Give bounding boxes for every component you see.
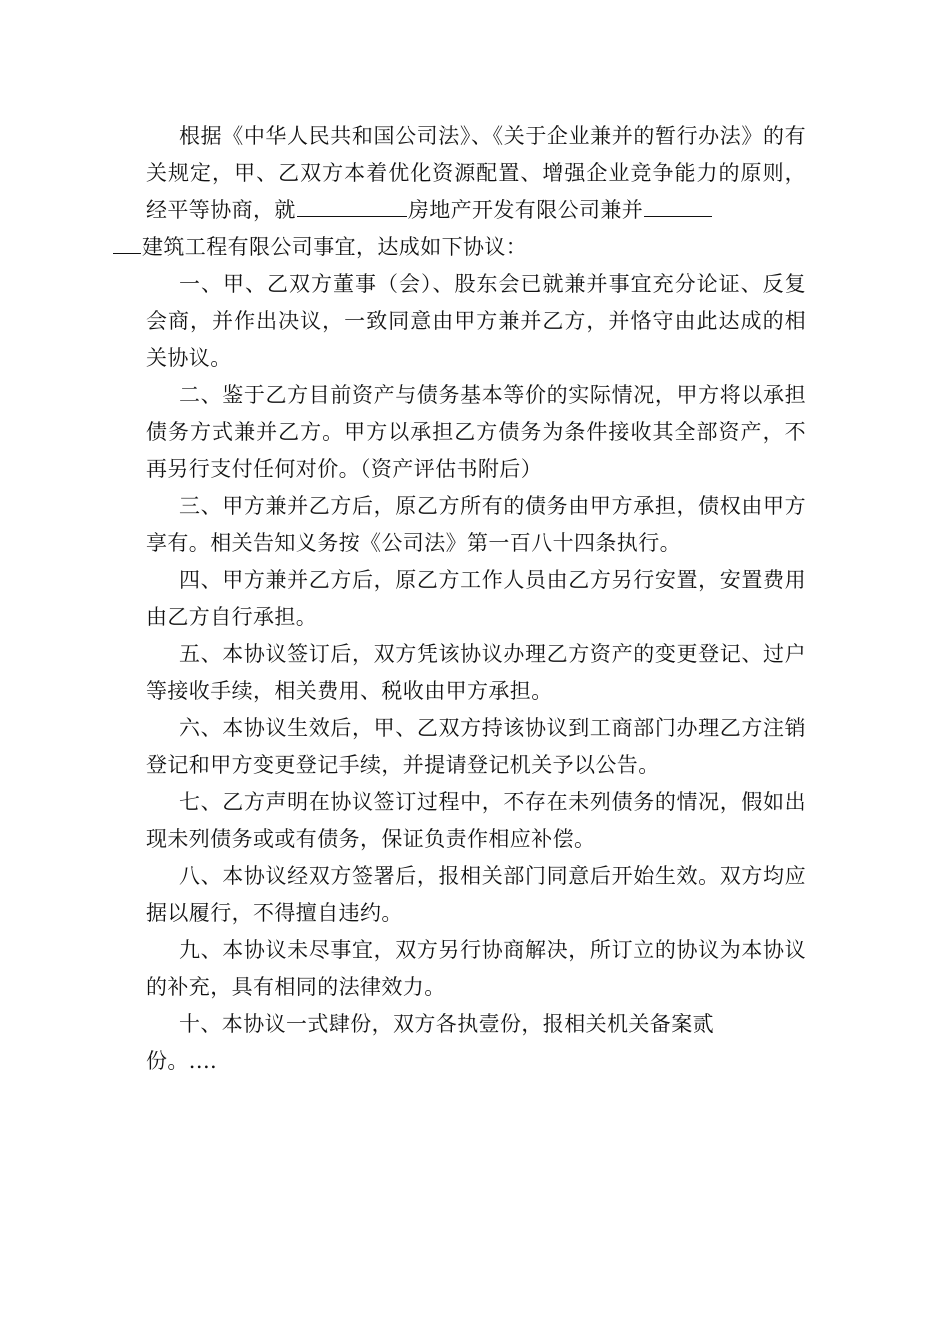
clause-2: 二、鉴于乙方目前资产与债务基本等价的实际情况，甲方将以承担债务方式兼并乙方。甲方以承担乙方债务为条件接收其全部资产，不再另行支付任何对价。（资产评估书附后）: [146, 383, 806, 481]
construction-company-blank-1[interactable]: [644, 194, 712, 217]
agreement-document: [142, 118, 806, 1080]
real-estate-company-blank[interactable]: [297, 194, 407, 217]
intro-text-2: 房地产开发有限公司兼并: [407, 198, 644, 222]
intro-text-3: 建筑工程有限公司事宜，达成如下协议：: [142, 235, 528, 259]
clause-10-line-1: 十、本协议一式肆份，双方各执壹份，报相关机关备案贰: [179, 1012, 714, 1036]
clause-8: 八、本协议经双方签署后，报相关部门同意后开始生效。双方均应据以履行，不得擅自违约。: [146, 864, 806, 925]
clause-4: 四、甲方兼并乙方后，原乙方工作人员由乙方另行安置，安置费用由乙方自行承担。: [146, 568, 806, 629]
clause-9: 九、本协议未尽事宜，双方另行协商解决，所订立的协议为本协议的补充，具有相同的法律效力。: [146, 938, 806, 999]
clause-1: 一、甲、乙双方董事（会）、股东会已就兼并事宜充分论证、反复会商，并作出决议，一致同意由甲方兼并乙方，并恪守由此达成的相关协议。: [146, 272, 806, 370]
clause-6: 六、本协议生效后，甲、乙双方持该协议到工商部门办理乙方注销登记和甲方变更登记手续，并提请登记机关予以公告。: [146, 716, 806, 777]
intro-paragraph: [142, 118, 806, 266]
clause-3: 三、甲方兼并乙方后，原乙方所有的债务由甲方承担，债权由甲方享有。相关告知义务按《公司法》第一百八十四条执行。: [146, 494, 806, 555]
clause-7: 七、乙方声明在协议签订过程中，不存在未列债务的情况，假如出现未列债务或或有债务，保证负责作相应补偿。: [146, 790, 806, 851]
clause-5: 五、本协议签订后，双方凭该协议办理乙方资产的变更登记、过户等接收手续，相关费用、税收由甲方承担。: [146, 642, 806, 703]
intro-text-1: 根据《中华人民共和国公司法》、《关于企业兼并的暂行办法》的有关规定，甲、乙双方本着优化资源配置、增强企业竞争能力的原则，经平等协商，就: [146, 124, 806, 222]
construction-company-blank-2[interactable]: [113, 231, 141, 254]
clause-10-line-2: 份。....: [146, 1049, 218, 1073]
clause-10: [146, 1006, 806, 1080]
